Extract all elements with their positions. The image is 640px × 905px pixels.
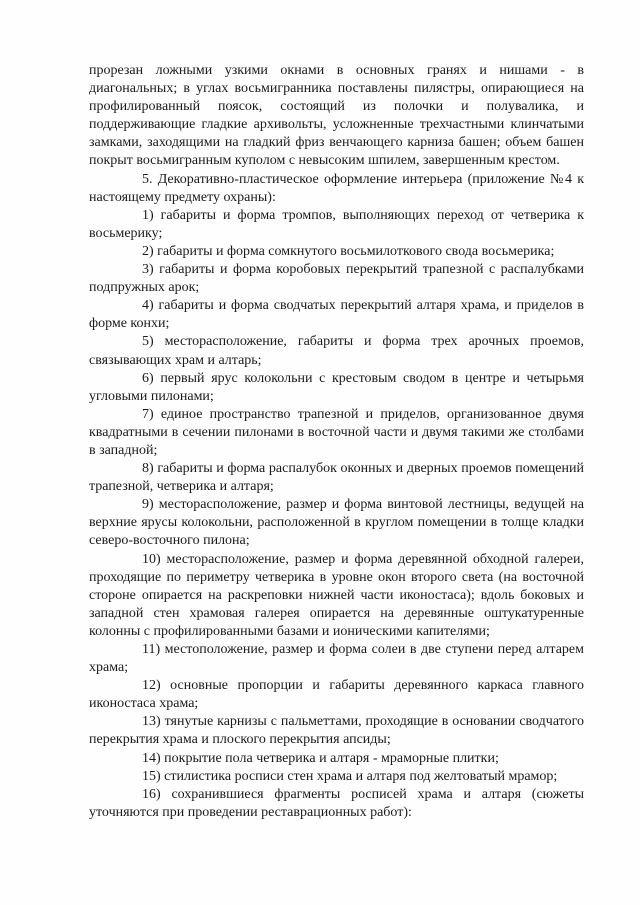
list-item: 3) габариты и форма коробовых перекрытий трапезной с распалубками подпружных арок; [89,262,584,296]
list-item: 8) габариты и форма распалубок оконных и дверных проемов помещений трапезной, четверика и алтаря; [89,461,584,495]
list-item: 7) единое пространство трапезной и приделов, организованное двумя квадратными в сечении пилонами в восточной части и двумя такими же столбами в западной; [89,406,584,458]
list-item: 1) габариты и форма тромпов, выполняющих переход от четверика к восьмерику; [89,207,584,241]
list-item: 6) первый ярус колокольни с крестовым сводом в центре и четырьмя угловыми пилонами; [89,370,584,404]
list-item: 14) покрытие пола четверика и алтаря - мраморные плитки; [142,750,499,766]
list-item: 2) габариты и форма сомкнутого восьмилоткового свода восьмерика; [142,243,555,259]
list-item: 5) месторасположение, габариты и форма трех арочных проемов, связывающих храм и алтарь; [89,334,584,368]
list-item: 16) сохранившиеся фрагменты росписей храма и алтаря (сюжеты уточняются при проведении реставрационных работ): [89,786,584,820]
section-heading: 5. Декоративно-пластическое оформление интерьера (приложение №4 к настоящему предмету охраны): [89,171,584,205]
list-item: 15) стилистика росписи стен храма и алтаря под желтоватый мрамор; [142,768,558,784]
list-item: 13) тянутые карнизы с пальметтами, проходящие в основании сводчатого перекрытия храма и плоского перекрытия апсиды; [89,714,584,748]
list-item: 10) месторасположение, размер и форма деревянной обходной галереи, проходящие по периметру четверика в уровне окон второго света (на восточной стороне опирается на раскреповки нижней части иконостаса); вдоль боковых и западной стен храмовая галерея опирается на деревянные оштукатуренные колонны с профилированными базами и ионическими капителями; [89,551,584,639]
document-body [89,62,584,822]
list-item: 11) местоположение, размер и форма солеи в две ступени перед алтарем храма; [89,642,584,676]
list-item: 12) основные пропорции и габариты деревянного каркаса главного иконостаса храма; [89,678,584,712]
list-item: 9) месторасположение, размер и форма винтовой лестницы, ведущей на верхние ярусы колокольни, расположенной в круглом помещении в толще кладки северо-восточного пилона; [89,497,584,549]
paragraph-intro: прорезан ложными узкими окнами в основных гранях и нишами - в диагональных; в углах восьмигранника поставлены пилястры, опирающиеся на профилированный поясок, состоящий из полочки и полувалика, и поддерживающие гладкие архивольты, усложненные трехчастными клинчатыми замками, заходящими на гладкий фриз венчающего карниза башен; объем башен покрыт восьмигранным куполом с невысоким шпилем, завершенным крестом. [89,63,584,169]
list-item: 4) габариты и форма сводчатых перекрытий алтаря храма, и приделов в форме конхи; [89,298,584,332]
